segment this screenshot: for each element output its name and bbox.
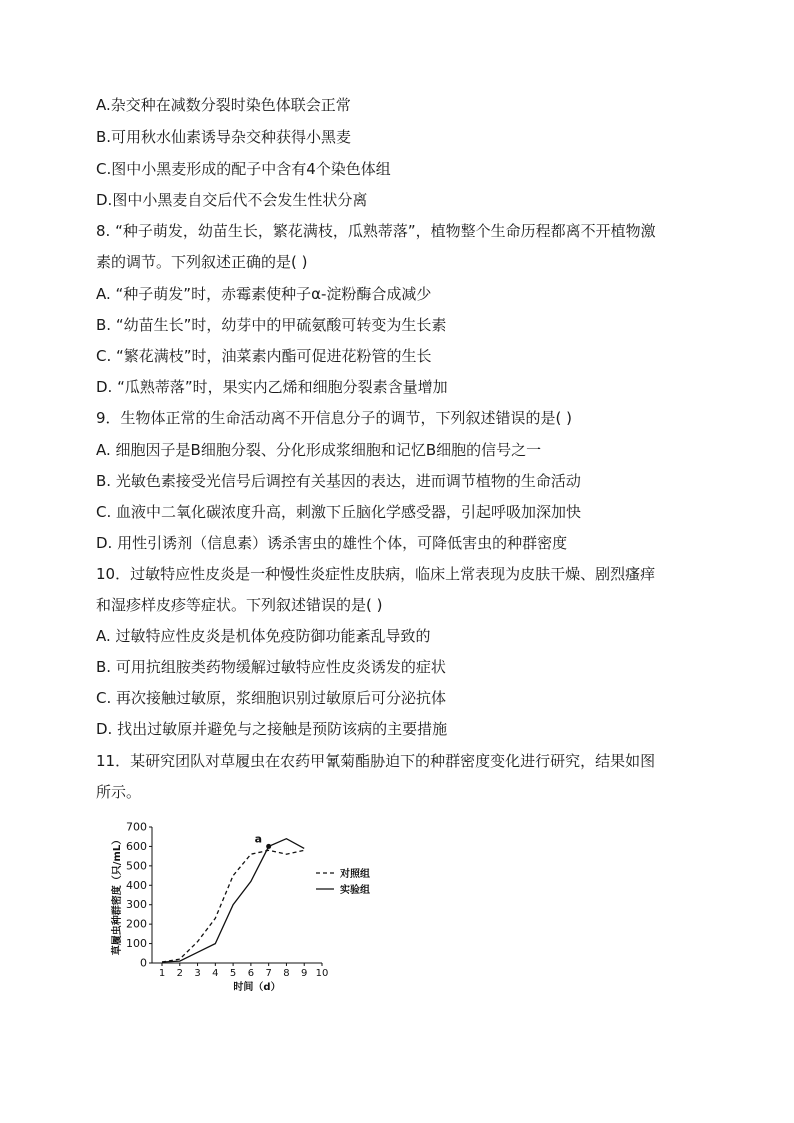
chart-x-axis-label: 时间（d） <box>233 982 281 993</box>
q7-option-c: C.图中小黑麦形成的配子中含有4个染色体组 <box>96 160 391 178</box>
y-tick-label: 700 <box>126 820 147 834</box>
q11-stem-line2: 所示。 <box>96 783 142 801</box>
y-tick-label: 0 <box>140 956 147 970</box>
annotation-point-a <box>266 844 271 849</box>
q9-option-a: A. 细胞因子是B细胞分裂、分化形成浆细胞和记忆B细胞的信号之一 <box>96 441 542 459</box>
q10-option-b: B. 可用抗组胺类药物缓解过敏特应性皮炎诱发的症状 <box>96 658 446 676</box>
chart-svg <box>110 815 410 995</box>
chart-ticks <box>126 821 328 980</box>
q10-stem-line2: 和湿疹样皮疹等症状。下列叙述错误的是( ) <box>96 596 383 614</box>
y-tick-label: 100 <box>126 937 147 951</box>
y-tick-label: 600 <box>126 839 147 853</box>
series-line-experiment <box>162 839 304 962</box>
q10-stem-line1: 10．过敏特应性皮炎是一种慢性炎症性皮肤病，临床上常表现为皮肤干燥、剧烈瘙痒 <box>96 565 656 583</box>
chart-annotation-a: a <box>254 832 263 846</box>
q8-option-c: C. “繁花满枝”时，油菜素内酯可促进花粉管的生长 <box>96 347 432 365</box>
q7-option-b: B.可用秋水仙素诱导杂交种获得小黑麦 <box>96 128 352 146</box>
q9-option-c: C. 血液中二氧化碳浓度升高，刺激下丘脑化学感受器，引起呼吸加深加快 <box>96 503 582 521</box>
x-tick-label: 3 <box>194 968 201 979</box>
chart-axes <box>152 827 322 963</box>
q8-option-d: D. “瓜熟蒂落”时，果实内乙烯和细胞分裂素含量增加 <box>96 378 448 396</box>
legend-label: 对照组 <box>340 869 370 880</box>
q8-option-b: B. “幼苗生长”时，幼芽中的甲硫氨酸可转变为生长素 <box>96 316 447 334</box>
q9-option-d: D. 用性引诱剂（信息素）诱杀害虫的雄性个体，可降低害虫的种群密度 <box>96 534 568 552</box>
q11-stem-line1: 11．某研究团队对草履虫在农药甲氰菊酯胁迫下的种群密度变化进行研究，结果如图 <box>96 752 656 770</box>
q10-option-a: A. 过敏特应性皮炎是机体免疫防御功能紊乱导致的 <box>96 627 431 645</box>
y-tick-label: 300 <box>126 898 147 912</box>
chart-y-axis-label: 草履虫种群密度（只/mL） <box>112 834 123 956</box>
x-tick-label: 5 <box>229 968 237 979</box>
x-tick-label: 6 <box>247 968 255 979</box>
q7-option-d: D.图中小黑麦自交后代不会发生性状分离 <box>96 191 368 209</box>
q9-option-b: B. 光敏色素接受光信号后调控有关基因的表达，进而调节植物的生命活动 <box>96 472 581 490</box>
q8-stem-line2: 素的调节。下列叙述正确的是( ) <box>96 253 308 271</box>
q8-stem-line1: 8. “种子萌发，幼苗生长，繁花满枝，瓜熟蒂落”，植物整个生命历程都离不开植物激 <box>96 222 656 240</box>
x-tick-label: 1 <box>158 968 166 979</box>
x-tick-label: 9 <box>301 968 308 979</box>
x-tick-label: 7 <box>265 968 272 979</box>
x-tick-label: 2 <box>176 968 183 979</box>
y-tick-label: 200 <box>126 917 147 931</box>
q9-stem-line1: 9．生物体正常的生命活动离不开信息分子的调节，下列叙述错误的是( ) <box>96 409 573 427</box>
y-tick-label: 400 <box>126 878 147 892</box>
q10-option-c: C. 再次接触过敏原，浆细胞识别过敏原后可分泌抗体 <box>96 689 447 707</box>
legend-label: 实验组 <box>340 885 370 896</box>
x-tick-label: 4 <box>212 968 219 979</box>
x-tick-label: 10 <box>315 968 329 979</box>
q7-option-a: A.杂交种在减数分裂时染色体联会正常 <box>96 96 351 114</box>
q8-option-a: A. “种子萌发”时，赤霉素使种子α-淀粉酶合成减少 <box>96 285 432 303</box>
y-tick-label: 500 <box>126 859 147 873</box>
chart-series <box>162 839 304 962</box>
chart-legend <box>316 867 370 896</box>
q10-option-d: D. 找出过敏原并避免与之接触是预防该病的主要措施 <box>96 720 448 738</box>
population-density-chart <box>110 815 410 995</box>
x-tick-label: 8 <box>283 968 290 979</box>
